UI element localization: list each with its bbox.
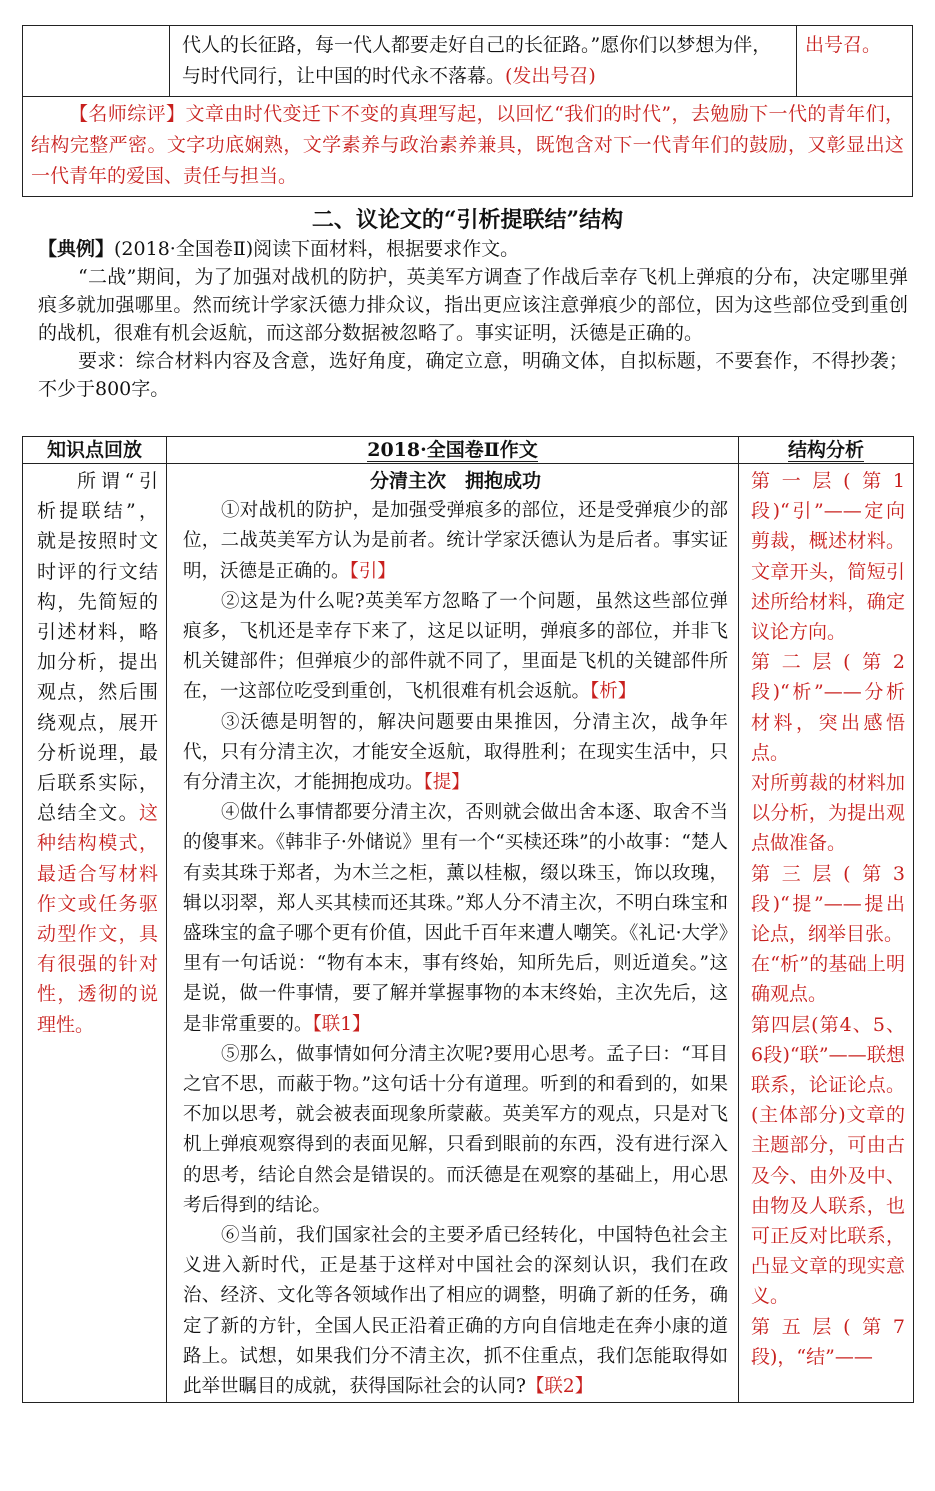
essay-paragraph: ①对战机的防护，是加强受弹痕多的部位，还是受弹痕少的部位，二战英美军方认为是前者。统计学家沃德认为是后者。事实证明，沃德是正确的。【引】 [183, 500, 728, 582]
essay-title: 分清主次 拥抱成功 [369, 470, 541, 492]
analysis-ending-cell: 出号召。 [797, 26, 913, 97]
header-analysis: 结构分析 [739, 437, 914, 464]
section-title: 二、议论文的“引析提联结”结构 [311, 207, 624, 233]
analysis-item: 在“析”的基础上明确观点。 [751, 953, 905, 1006]
essay-paragraph: ⑥当前，我们国家社会的主要矛盾已经转化，中国特色社会主义进入新时代，正是基于这样对中国社会的深刻认识，我们在政治、经济、文化等各领域作出了相应的调整，明确了新的任务，确定了新的方针，全国人民正沿着正确的方向自信地走在奔小康的道路上。试想，如果我们分不清主次，抓不住重点，我们怎能取得如此举世瞩目的成就，获得国际社会的认同?【联2】 [183, 1225, 728, 1398]
structure-tag: 【析】 [590, 681, 637, 703]
structure-tag: 【联1】 [312, 1013, 371, 1035]
analysis-item: 第四层(第4、5、6段)“联”——联想联系，论证论点。(主体部分)文章的主题部分，可由古及今、由外及中、由物及人联系，也可正反对比联系，凸显文章的现实意义。 [751, 1013, 905, 1308]
review-label: 【名师综评】 [69, 103, 186, 125]
structure-tag: 【引】 [349, 560, 396, 582]
knowledge-cell [23, 464, 167, 1403]
structure-tag: 【联2】 [525, 1376, 594, 1398]
continuation-table [22, 25, 913, 197]
analysis-item: 第二层(第2段)“析”——分析材料，突出感悟点。 [751, 651, 905, 764]
header-essay: 2018·全国卷Ⅱ作文 [167, 437, 739, 464]
essay-ending-text: 代人的长征路，每一代人都要走好自己的长征路。”愿你们以梦想为伴，与时代同行，让中国的时代永不落幕。 [182, 34, 772, 87]
analysis-cell [739, 464, 914, 1403]
requirement-text: 要求：综合材料内容及含意，选好角度，确定立意，明确文体，自拟标题，不要套作，不得抄袭；不少于800字。 [38, 350, 908, 400]
essay-paragraph: ⑤那么，做事情如何分清主次呢?要用心思考。孟子曰：“耳目之官不思，而蔽于物。”这句话十分有道理。听到的和看到的，如果不加以思考，就会被表面现象所蒙蔽。英美军方的观点，只是对飞机上弹痕观察得到的表面见解，只看到眼前的东西，没有进行深入的思考，结论自然会是错误的。而沃德是在观察的基础上，用心思考后得到的结论。 [183, 1043, 728, 1216]
analysis-item: 第三层(第3段)“提”——提出论点，纲举目张。 [751, 862, 905, 946]
material-text: “二战”期间，为了加强对战机的防护，英美军方调查了作战后幸存飞机上弹痕的分布，决定哪里弹痕多就加强哪里。然而统计学家沃德力排众议，指出更应该注意弹痕少的部位，因为这些部位受到重创的战机，很难有机会返航，而这部分数据被忽略了。事实证明，沃德是正确的。 [38, 266, 908, 344]
essay-ending-tag: (发出号召) [505, 65, 596, 87]
knowledge-highlight: 这种结构模式，最适合写材料作文或任务驱动型作文，具有很强的针对性，透彻的说理性。 [37, 802, 158, 1036]
analysis-item: 第一层(第1段)“引”——定向剪裁，概述材料。文章开头，简短引述所给材料，确定议论方向。 [751, 470, 905, 644]
knowledge-text: 所谓“引析提联结”，就是按照时文时评的行文结构，先简短的引述材料，略加分析，提出观点，然后围绕观点，展开分析说理，最后联系实际，总结全文。 [37, 470, 158, 825]
example-label: 【典例】 [38, 238, 115, 260]
analysis-item: 对所剪裁的材料加以分析，为提出观点做准备。 [751, 772, 905, 855]
header-knowledge: 知识点回放 [23, 437, 167, 464]
structure-tag: 【提】 [423, 772, 470, 794]
example-text: (2018·全国卷Ⅱ)阅读下面材料，根据要求作文。 [114, 238, 520, 260]
essay-paragraph: ②这是为什么呢?英美军方忽略了一个问题，虽然这些部位弹痕多，飞机还是幸存下来了，这足以证明，弹痕多的部位，并非飞机关键部件；但弹痕少的部件就不同了，里面是飞机的关键部件所在，一这部位吃受到重创，飞机很难有机会返航。【析】 [183, 590, 728, 703]
empty-cell [23, 26, 170, 97]
essay-paragraph: ④做什么事情都要分清主次，否则就会做出舍本逐、取舍不当的傻事来。《韩非子·外储说》里有一个“买椟还珠”的小故事：“楚人有卖其珠于郑者，为木兰之柜，薰以桂椒，缀以珠玉，饰以玫瑰，辑以羽翠，郑人买其椟而还其珠。”郑人分不清主次，不明白珠宝和盛珠宝的盒子哪个更有价值，因此千百年来遭人嘲笑。《礼记·大学》里有一句话说：“物有本末，事有终始，知所先后，则近道矣。”这是说，做一件事情，要了解并掌握事物的本末终始，主次先后，这是非常重要的。【联1】 [183, 802, 728, 1035]
essay-cell [167, 464, 739, 1403]
example-line [38, 235, 908, 263]
essay-paragraph: ③沃德是明智的，解决问题要由果推因，分清主次，战争年代，只有分清主次，才能安全返航，取得胜利；在现实生活中，只有分清主次，才能拥抱成功。【提】 [183, 711, 728, 794]
essay-table [22, 436, 914, 1403]
example-prompt [38, 235, 908, 403]
review-text: 文章由时代变迁下不变的真理写起，以回忆“我们的时代”，去勉励下一代的青年们，结构完整严密。文字功底娴熟，文学素养与政治素养兼具，既饱含对下一代青年们的鼓励，又彰显出这一代青年的爱国、责任与担当。 [31, 103, 904, 187]
teacher-review [23, 97, 913, 197]
essay-ending-cell [170, 26, 797, 97]
analysis-item: 第五层(第7段)，“结”—— [751, 1315, 905, 1368]
